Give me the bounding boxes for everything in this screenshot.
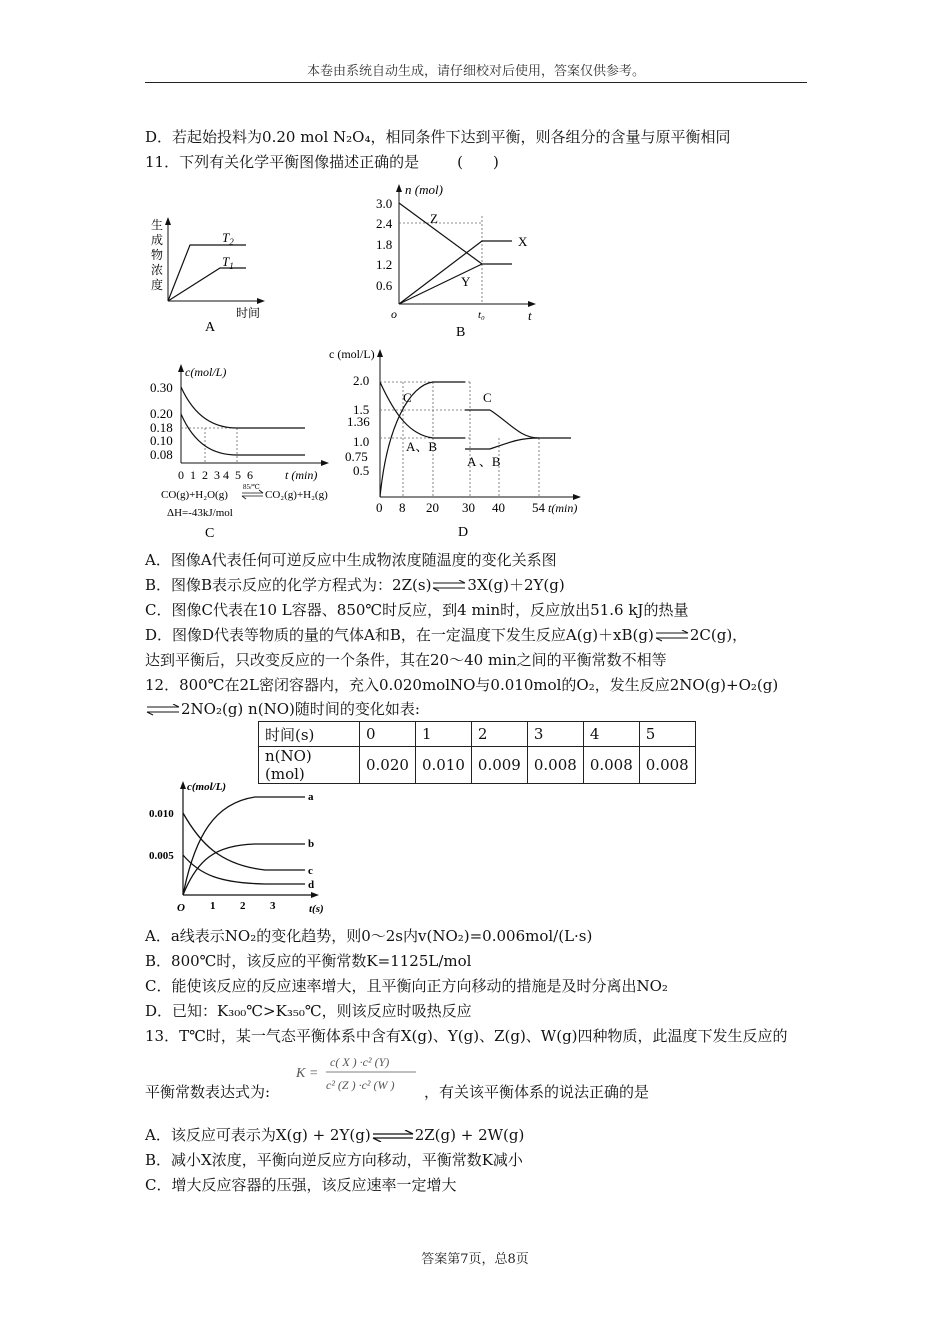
fig-d-tick-2.0: 2.0	[353, 373, 370, 388]
header-divider	[145, 82, 807, 83]
table-cell: 2	[471, 722, 527, 747]
fig-c-eq-left: CO(g)+H₂O(g)	[161, 489, 228, 501]
fig-c-tick-0.30: 0.30	[150, 380, 173, 395]
fig-b-x-arrow	[528, 301, 536, 307]
table-cell: n(NO) (mol)	[259, 747, 360, 784]
q11-option-b-lhs: B．图像B表示反应的化学方程式为：2Z(s)	[145, 576, 432, 594]
fig-a-curve-t1	[168, 268, 246, 301]
fig-c-ylabel: c(mol/L)	[185, 365, 227, 379]
fig-d-xtick-40: 40	[492, 500, 505, 515]
fig-c-eq-cond: 85/℃	[243, 483, 260, 491]
q13-option-a-rhs: 2Z(g) + 2W(g)	[414, 1126, 525, 1144]
fig-c-tick-0.20: 0.20	[150, 406, 173, 421]
q12-curve-c	[183, 813, 305, 870]
q13-k-denominator: c² (Z ) ·c² (W )	[326, 1078, 395, 1092]
fig-b-caption: B	[456, 325, 466, 338]
table-cell: 0	[360, 722, 416, 747]
table-cell: 0.009	[471, 747, 527, 784]
fig-a-ylabel-1: 生	[151, 218, 164, 232]
fig-d-label-c2: C	[483, 390, 492, 405]
fig-c-y-arrow	[178, 364, 184, 372]
fig-a-ylabel-4: 浓	[151, 263, 164, 277]
q13-k-expression	[290, 1048, 422, 1098]
q13-k-suffix: ，有关该平衡体系的说法正确的是	[424, 1083, 650, 1101]
q12-label-d: d	[308, 879, 315, 891]
q12-option-d: D．已知：K₃₀₀℃>K₃₅₀℃，则该反应时吸热反应	[145, 1002, 472, 1020]
fig-b-tick-0.6: 0.6	[376, 278, 393, 293]
figure-c	[145, 358, 345, 544]
fig-d-xtick-54: 54	[532, 500, 545, 515]
q11-option-b-rhs: 3X(g)＋2Y(g)	[467, 576, 565, 594]
q13-stem: 13．T℃时，某一气态平衡体系中含有X(g)、Y(g)、Z(g)、W(g)四种物质，此温度下发生反应的	[145, 1027, 788, 1045]
table-cell: 1	[415, 722, 471, 747]
fig-d-xlabel: t(min)	[548, 501, 578, 515]
fig-b-tick-2.4: 2.4	[376, 216, 393, 231]
fig-b-t0: t₀	[478, 309, 485, 321]
table-cell: 5	[639, 722, 695, 747]
q13-k-prefix: 平衡常数表达式为:	[145, 1083, 271, 1101]
table-cell: 4	[583, 722, 639, 747]
q13-k-numerator: c( X ) ·c² (Y)	[330, 1055, 390, 1069]
equilibrium-arrow-icon	[145, 704, 181, 716]
fig-c-curve-upper	[181, 387, 305, 428]
fig-d-caption: D	[458, 525, 469, 540]
q11-option-d	[145, 625, 747, 645]
q13-option-c: C．增大反应容器的压强，该反应速率一定增大	[145, 1176, 457, 1194]
fig-d-xtick-30: 30	[462, 500, 475, 515]
fig-a-ylabel-3: 物	[151, 248, 164, 262]
q12-ytick-0.010: 0.010	[149, 808, 174, 820]
figure-d	[325, 345, 585, 540]
q12-option-b: B．800℃时，该反应的平衡常数K=1125L/mol	[145, 952, 472, 970]
q12-label-a: a	[308, 791, 314, 803]
fig-c-caption: C	[205, 526, 215, 541]
fig-d-label-ab1: A、B	[406, 439, 438, 454]
fig-d-tick-1.0: 1.0	[353, 434, 370, 449]
q11-option-d-lhs: D．图像D代表等物质的量的气体A和B，在一定温度下发生反应A(g)＋xB(g)	[145, 626, 654, 644]
fig-c-delta-h: ΔH=-43kJ/mol	[167, 507, 233, 519]
q11-stem	[145, 152, 499, 172]
q12-stem: 12．800℃在2L密闭容器内，充入0.020molNO与0.010mol的O₂，发生反应2NO(g)+O₂(g)	[145, 676, 779, 694]
fig-b-ylabel: n (mol)	[405, 182, 443, 197]
q11-option-d-rhs: 2C(g)，	[689, 626, 748, 644]
q11-option-d-line2: 达到平衡后，只改变反应的一个条件，其在20～40 min之间的平衡常数不相等	[145, 651, 667, 669]
fig-b-tick-1.2: 1.2	[376, 257, 393, 272]
q11-option-b	[145, 575, 565, 595]
fig-c-eq-arrow	[242, 490, 263, 499]
figure-b	[372, 178, 542, 338]
fig-d-tick-0.75: 0.75	[345, 449, 368, 464]
q12-ytick-0.005: 0.005	[149, 850, 174, 862]
q12-origin: O	[177, 902, 185, 914]
fig-a-y-arrow	[165, 217, 171, 225]
header-notice: 本卷由系统自动生成，请仔细校对后使用，答案仅供参考。	[306, 64, 645, 79]
q10-option-d: D．若起始投料为0.20 mol N₂O₄，相同条件下达到平衡，则各组分的含量与原平衡相同	[145, 128, 731, 146]
fig-a-x-arrow	[257, 298, 265, 304]
q12-xtick-1: 1	[210, 900, 216, 912]
fig-c-tick-0.10: 0.10	[150, 433, 173, 448]
equilibrium-arrow-icon	[431, 580, 467, 592]
table-cell: 时间(s)	[259, 722, 360, 747]
fig-b-tick-1.8: 1.8	[376, 237, 393, 252]
q12-graph	[145, 775, 335, 920]
fig-a-caption: A	[205, 320, 216, 335]
fig-a-curve-t2	[168, 245, 246, 301]
fig-d-curve-ab2	[490, 438, 539, 449]
equilibrium-arrow-icon	[654, 630, 690, 642]
q12-xlabel: t(s)	[309, 903, 324, 915]
fig-d-xtick-0: 0	[376, 500, 383, 515]
fig-c-curve-lower	[181, 414, 305, 455]
fig-d-label-ab2: A 、B	[467, 454, 501, 469]
fig-c-eq-right: CO₂(g)+H₂(g)	[265, 489, 328, 501]
table-cell: 3	[527, 722, 583, 747]
q12-option-c: C．能使该反应的反应速率增大，且平衡向正方向移动的措施是及时分离出NO₂	[145, 977, 668, 995]
fig-b-xlabel: t	[528, 308, 532, 323]
fig-d-xtick-20: 20	[426, 500, 439, 515]
fig-a-ylabel-5: 度	[151, 278, 164, 292]
table-cell: 0.010	[415, 747, 471, 784]
q12-label-b: b	[308, 838, 315, 850]
q13-option-a-lhs: A．该反应可表示为X(g) + 2Y(g)	[145, 1126, 371, 1144]
fig-b-label-z: Z	[430, 211, 438, 226]
fig-a-xlabel: 时间	[236, 306, 261, 320]
fig-d-tick-1.36: 1.36	[347, 414, 370, 429]
fig-d-x-arrow	[573, 494, 581, 500]
q13-k-lhs: K =	[296, 1066, 319, 1081]
table-cell: 0.008	[527, 747, 583, 784]
q12-label-c: c	[308, 865, 313, 877]
q12-ylabel: c(mol/L)	[187, 781, 227, 793]
fig-a-label-t1: $T_1$	[222, 254, 234, 271]
q12-x-arrow	[311, 892, 319, 898]
footer-page-number: 答案第7页，总8页	[421, 1252, 529, 1267]
fig-d-xtick-8: 8	[399, 500, 406, 515]
fig-c-xlabel: t (min)	[285, 468, 318, 482]
fig-b-curve-z	[399, 203, 512, 264]
figure-a	[143, 213, 268, 338]
q11-answer-paren: ( )	[457, 153, 499, 171]
fig-b-origin: o	[391, 307, 397, 321]
equilibrium-arrow-icon	[371, 1130, 415, 1142]
q11-stem-text: 11．下列有关化学平衡图像描述正确的是	[145, 153, 420, 171]
table-cell: 0.008	[639, 747, 695, 784]
q11-option-c: C．图像C代表在10 L容器、850℃时反应，到4 min时，反应放出51.6 kJ的热量	[145, 601, 689, 619]
q12-stem-line2	[145, 699, 420, 719]
q13-option-b: B．减小X浓度，平衡向逆反应方向移动，平衡常数K减小	[145, 1151, 523, 1169]
fig-b-curve-x	[399, 241, 512, 304]
fig-d-label-c1: C	[403, 390, 412, 405]
fig-b-tick-3.0: 3.0	[376, 196, 393, 211]
table-row	[259, 722, 696, 747]
table-cell: 0.020	[360, 747, 416, 784]
fig-a-label-t2: $T_2$	[222, 230, 234, 247]
fig-a-ylabel-2: 成	[151, 233, 164, 247]
q12-xtick-2: 2	[240, 900, 246, 912]
q11-option-a: A．图像A代表任何可逆反应中生成物浓度随温度的变化关系图	[145, 551, 557, 569]
q12-curve-a	[183, 797, 305, 895]
fig-d-curve-c2	[490, 410, 571, 438]
q13-option-a	[145, 1125, 524, 1145]
fig-d-tick-1.5: 1.5	[353, 402, 370, 417]
fig-d-y-arrow	[377, 349, 383, 357]
q12-xtick-3: 3	[270, 900, 276, 912]
fig-b-y-arrow	[396, 184, 402, 192]
q12-y-arrow	[180, 781, 186, 789]
fig-b-label-y: Y	[461, 274, 471, 289]
fig-d-tick-0.5: 0.5	[353, 463, 370, 478]
fig-b-label-x: X	[518, 234, 528, 249]
table-cell: 0.008	[583, 747, 639, 784]
fig-d-ylabel: c (mol/L)	[329, 347, 375, 361]
fig-c-tick-0.08: 0.08	[150, 447, 173, 462]
fig-c-tick-0.18: 0.18	[150, 420, 173, 435]
q12-stem-line2-text: 2NO₂(g) n(NO)随时间的变化如表:	[181, 700, 420, 718]
fig-c-xticks: 0 1 2 3 4 5 6	[178, 468, 253, 482]
q12-option-a: A．a线表示NO₂的变化趋势，则0～2s内v(NO₂)=0.006mol/(L·s)	[145, 927, 593, 945]
